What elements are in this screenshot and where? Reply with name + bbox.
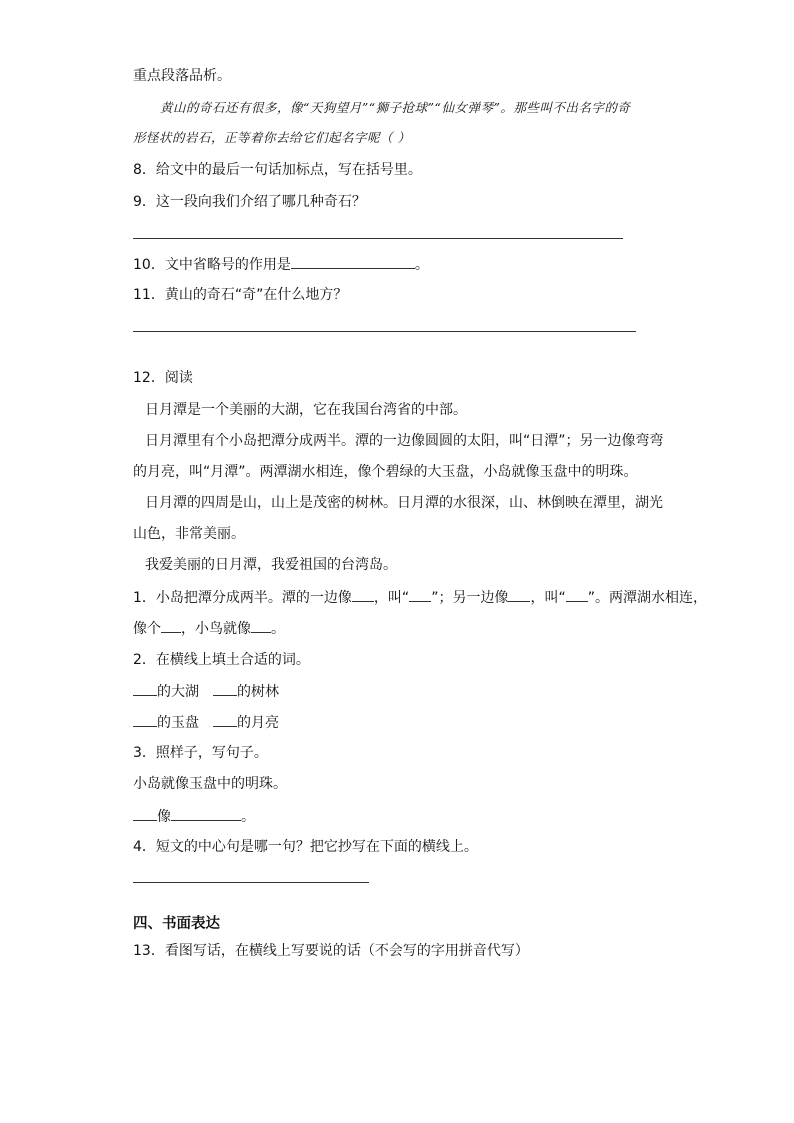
question-10-end: 。 — [414, 257, 429, 273]
blank-3b[interactable] — [171, 806, 241, 821]
reading-p2b: 的月亮，叫“月潭”。两潭湖水相连，像个碧绿的大玉盘，小岛就像玉盘中的明珠。 — [133, 464, 638, 480]
passage-line-2: 形怪状的岩石，正等着你去给它们起名字呢（ ） — [133, 130, 411, 145]
question-9: 9．这一段向我们介绍了哪几种奇石？ — [133, 194, 366, 210]
question-12-title: 12．阅读 — [133, 370, 193, 386]
sub2-row-2 — [133, 712, 279, 733]
answer-line-sub4[interactable] — [133, 882, 369, 883]
sub1-text-f: 像个 — [133, 621, 161, 637]
reading-p4: 我爱美丽的日月潭，我爱祖国的台湾岛。 — [145, 557, 397, 573]
sub-question-4: 4．短文的中心句是哪一句？把它抄写在下面的横线上。 — [133, 839, 478, 855]
question-13: 13．看图写话，在横线上写要说的话（不会写的字用拼音代写） — [133, 943, 529, 959]
blank-2b[interactable] — [213, 681, 237, 696]
question-10 — [133, 254, 429, 275]
blank-1e[interactable] — [161, 618, 181, 633]
reading-p3a: 日月潭的四周是山，山上是茂密的树林。日月潭的水很深，山、林倒映在潭里，湖光 — [145, 495, 663, 511]
answer-line-q11[interactable] — [133, 331, 636, 332]
passage-line-1: 黄山的奇石还有很多，像“天狗望月”“狮子抢球”“仙女弹琴”。那些叫不出名字的奇 — [160, 100, 631, 115]
blank-2a[interactable] — [133, 681, 157, 696]
sub-question-2: 2．在横线上填土合适的词。 — [133, 652, 310, 668]
blank-3a[interactable] — [133, 806, 157, 821]
sub1-text-c: ”；另一边像 — [431, 590, 509, 606]
sub2-word-2: 的树林 — [237, 684, 279, 700]
sub-question-1-line1 — [133, 587, 707, 608]
blank-1f[interactable] — [251, 618, 271, 633]
blank-1d[interactable] — [566, 587, 588, 602]
sub2-word-4: 的月亮 — [237, 715, 279, 731]
sub3-answer — [133, 806, 255, 827]
sub-question-1-line2 — [133, 618, 285, 639]
blank-1c[interactable] — [508, 587, 530, 602]
sub2-word-1: 的大湖 — [157, 684, 199, 700]
question-8: 8．给文中的最后一句话加标点，写在括号里。 — [133, 162, 422, 178]
section-heading-4: 四、书面表达 — [133, 916, 220, 932]
answer-blank-q10[interactable] — [291, 254, 415, 269]
sub1-text-d: ，叫“ — [530, 590, 566, 606]
sub3-like: 像 — [157, 809, 171, 825]
answer-line-q9[interactable] — [133, 238, 623, 239]
question-11: 11．黄山的奇石“奇”在什么地方？ — [133, 287, 348, 303]
sub1-text-h: 。 — [271, 621, 285, 637]
sub1-text-e: ”。两潭湖水相连， — [587, 590, 707, 606]
sub1-text-b: ，叫“ — [373, 590, 410, 606]
blank-2d[interactable] — [213, 712, 237, 727]
section-intro: 重点段落品析。 — [133, 68, 231, 84]
reading-p1: 日月潭是一个美丽的大湖，它在我国台湾省的中部。 — [145, 402, 467, 418]
reading-p3b: 山色，非常美丽。 — [133, 526, 245, 542]
sub3-end: 。 — [241, 809, 255, 825]
question-10-text: 10．文中省略号的作用是 — [133, 257, 291, 273]
reading-p2a: 日月潭里有个小岛把潭分成两半。潭的一边像圆圆的太阳，叫“日潭”；另一边像弯弯 — [145, 433, 664, 449]
blank-1b[interactable] — [409, 587, 431, 602]
sub-question-3: 3．照样子，写句子。 — [133, 745, 268, 761]
sub1-text-a: 1．小岛把潭分成两半。潭的一边像 — [133, 590, 352, 606]
sub1-text-g: ，小鸟就像 — [181, 621, 251, 637]
sub2-word-3: 的玉盘 — [157, 715, 199, 731]
sub3-example: 小岛就像玉盘中的明珠。 — [133, 776, 287, 792]
sub2-row-1 — [133, 681, 279, 702]
blank-1a[interactable] — [352, 587, 374, 602]
blank-2c[interactable] — [133, 712, 157, 727]
